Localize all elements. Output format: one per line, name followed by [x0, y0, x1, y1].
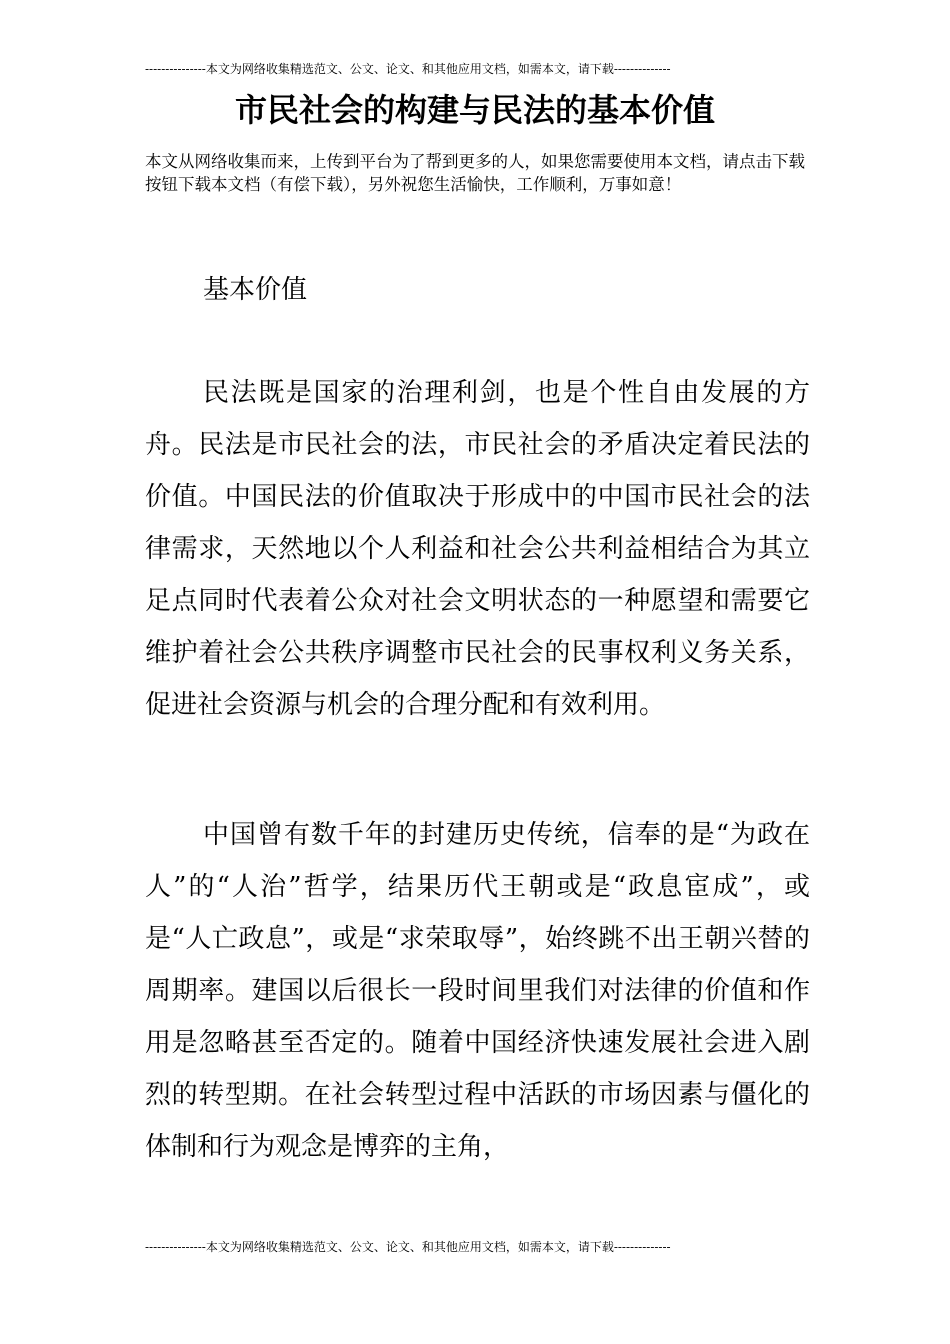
section-heading: 基本价值 — [203, 275, 308, 305]
document-title: 市民社会的构建与民法的基本价值 — [234, 91, 715, 129]
body-paragraph-1: 民法既是国家的治理利剑，也是个性自由发展的方舟。民法是市民社会的法，市民社会的矛盾决定着民法的价值。中国民法的价值取决于形成中的中国市民社会的法律需求，天然地以个人利益和社会公共利益相结合为其立足点同时代表着公众对社会文明状态的一种愿望和需要它维护着社会公共秩序调整市民社会的民事权利义务关系，促进社会资源与机会的合理分配和有效利用。 — [145, 378, 810, 720]
header-notice: ---------------本文为网络收集精选范文、公文、论文、和其他应用文档，如需本文，请下载-------------- — [145, 62, 671, 76]
intro-text: 本文从网络收集而来，上传到平台为了帮到更多的人，如果您需要使用本文档，请点击下载按钮下载本文档（有偿下载），另外祝您生活愉快，工作顺利，万事如意！ — [145, 152, 805, 194]
body-paragraph-2: 中国曾有数千年的封建历史传统，信奉的是“为政在人”的“人治”哲学，结果历代王朝或是“政息宦成”，或是“人亡政息”，或是“求荣取辱”，始终跳不出王朝兴替的周期率。建国以后很长一段时间里我们对法律的价值和作用是忽略甚至否定的。随着中国经济快速发展社会进入剧烈的转型期。在社会转型过程中活跃的市场因素与僵化的体制和行为观念是博弈的主角， — [145, 820, 810, 1162]
footer-notice: ---------------本文为网络收集精选范文、公文、论文、和其他应用文档，如需本文，请下载-------------- — [145, 1240, 671, 1254]
